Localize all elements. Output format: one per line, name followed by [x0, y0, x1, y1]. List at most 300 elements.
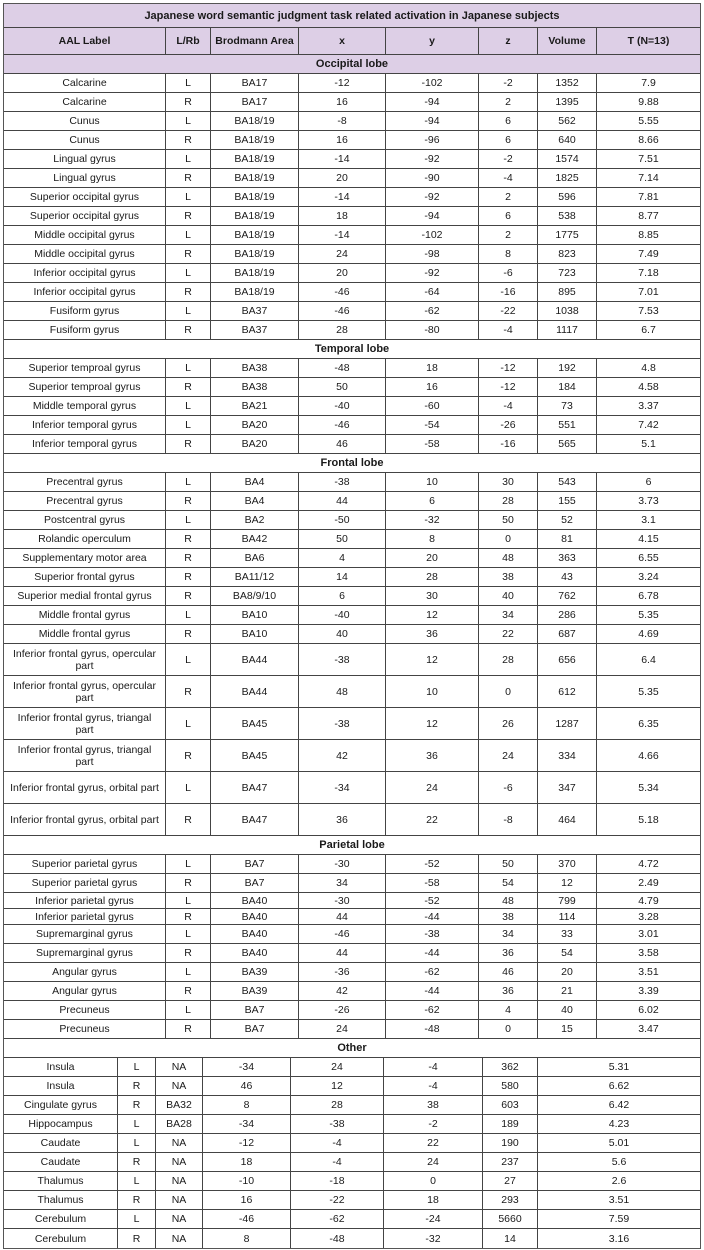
cell-y: -94: [386, 112, 479, 130]
cell-x: -46: [299, 302, 386, 320]
cell-x: 16: [299, 131, 386, 149]
cell-y: -52: [386, 855, 479, 873]
cell-brodmann-area: BA18/19: [211, 169, 299, 187]
cell-t-value: 3.51: [608, 1194, 630, 1206]
cell-hemisphere: R: [118, 1077, 156, 1095]
cell-z: 26: [479, 708, 538, 739]
cell-y: -102: [386, 226, 479, 244]
cell-brodmann-area: BA47: [211, 804, 299, 835]
cell-volume: 1825: [538, 169, 597, 187]
cell-t-value: 7.01: [638, 286, 659, 298]
table-row: [4, 150, 700, 169]
cell-aal-label: Superior medial frontal gyrus: [4, 587, 166, 605]
cell-t-value: 5.34: [638, 781, 659, 794]
cell-hemisphere: L: [166, 473, 211, 491]
cell-z: 0: [479, 530, 538, 548]
cell-z: -26: [479, 416, 538, 434]
cell-t-value: 7.18: [638, 267, 659, 279]
cell-aal-label: Superior temproal gyrus: [4, 359, 166, 377]
cell-brodmann-area: BA28: [156, 1115, 203, 1133]
cell-x: -30: [299, 855, 386, 873]
table-row: [4, 708, 700, 740]
cell-aal-label: Inferior frontal gyrus, opercular part: [4, 644, 166, 675]
cell-volume: 155: [538, 492, 597, 510]
cell-volume: 190: [483, 1134, 538, 1152]
cell-volume: 762: [538, 587, 597, 605]
section-header-row: [4, 836, 700, 855]
cell-volume: 612: [538, 676, 597, 707]
cell-brodmann-area: BA47: [211, 772, 299, 803]
cell-brodmann-area: BA17: [211, 93, 299, 111]
cell-z: 0: [479, 676, 538, 707]
cell-y: -22: [291, 1191, 384, 1209]
cell-brodmann-area: BA44: [211, 644, 299, 675]
cell-t-value: 2.49: [638, 877, 659, 889]
cell-volume: 799: [538, 893, 597, 908]
cell-x: 28: [299, 321, 386, 339]
cell-brodmann-area: BA40: [211, 925, 299, 943]
cell-t-value: 2.6: [611, 1175, 627, 1187]
cell-brodmann-area: BA7: [211, 1020, 299, 1038]
cell-y: 24: [291, 1058, 384, 1076]
cell-aal-label: Inferior parietal gyrus: [4, 909, 166, 924]
cell-y: -62: [386, 302, 479, 320]
cell-volume: 20: [538, 963, 597, 981]
table-row: [4, 549, 700, 568]
cell-volume: 1775: [538, 226, 597, 244]
cell-brodmann-area: BA21: [211, 397, 299, 415]
cell-z: 28: [479, 492, 538, 510]
cell-x: 34: [299, 874, 386, 892]
cell-brodmann-area: BA38: [211, 378, 299, 396]
cell-volume: 565: [538, 435, 597, 453]
cell-t-value: 7.49: [638, 248, 659, 260]
cell-hemisphere: L: [166, 708, 211, 739]
cell-hemisphere: R: [166, 1020, 211, 1038]
cell-t-value: 3.51: [638, 966, 659, 978]
cell-hemisphere: L: [118, 1210, 156, 1228]
cell-aal-label: Thalumus: [4, 1172, 118, 1190]
cell-hemisphere: L: [118, 1134, 156, 1152]
cell-y: -48: [386, 1020, 479, 1038]
cell-brodmann-area: BA44: [211, 676, 299, 707]
table-row: [4, 772, 700, 804]
cell-y: 36: [386, 740, 479, 771]
cell-t-value: 3.28: [638, 910, 659, 923]
cell-z: -8: [479, 804, 538, 835]
cell-brodmann-area: BA2: [211, 511, 299, 529]
cell-aal-label: Inferior frontal gyrus, orbital part: [4, 772, 166, 803]
table-row: [4, 188, 700, 207]
section-header-row: [4, 1039, 700, 1058]
cell-z: -32: [384, 1229, 483, 1248]
cell-t-value: 7.53: [638, 305, 659, 317]
cell-y: -18: [291, 1172, 384, 1190]
cell-x: 40: [299, 625, 386, 643]
cell-hemisphere: R: [166, 435, 211, 453]
cell-x: -14: [299, 150, 386, 168]
cell-volume: 640: [538, 131, 597, 149]
cell-t-value: 5.18: [638, 813, 659, 826]
cell-t-value: 7.9: [641, 77, 656, 89]
cell-aal-label: Inferior parietal gyrus: [4, 893, 166, 908]
cell-x: -14: [299, 188, 386, 206]
cell-aal-label: Cingulate gyrus: [4, 1096, 118, 1114]
cell-aal-label: Fusiform gyrus: [4, 321, 166, 339]
cell-t-value: 3.58: [638, 947, 659, 959]
cell-brodmann-area: BA18/19: [211, 112, 299, 130]
cell-hemisphere: R: [166, 982, 211, 1000]
cell-x: -36: [299, 963, 386, 981]
cell-aal-label: Inferior frontal gyrus, triangal part: [4, 708, 166, 739]
cell-x: -50: [299, 511, 386, 529]
cell-z: 4: [479, 1001, 538, 1019]
cell-x: 20: [299, 169, 386, 187]
cell-y: -48: [291, 1229, 384, 1248]
cell-brodmann-area: NA: [156, 1058, 203, 1076]
cell-hemisphere: R: [166, 944, 211, 962]
cell-hemisphere: R: [118, 1191, 156, 1209]
cell-hemisphere: R: [166, 131, 211, 149]
cell-hemisphere: R: [166, 245, 211, 263]
cell-aal-label: Supremarginal gyrus: [4, 925, 166, 943]
cell-brodmann-area: BA18/19: [211, 245, 299, 263]
cell-volume: 363: [538, 549, 597, 567]
cell-aal-label: Inferior frontal gyrus, opercular part: [4, 676, 166, 707]
cell-y: -92: [386, 188, 479, 206]
cell-volume: 1038: [538, 302, 597, 320]
cell-brodmann-area: BA40: [211, 893, 299, 908]
cell-volume: 551: [538, 416, 597, 434]
cell-t-value: 3.73: [638, 495, 659, 507]
cell-z: -2: [479, 150, 538, 168]
cell-z: -4: [479, 397, 538, 415]
cell-t-value: 6: [645, 476, 652, 488]
cell-hemisphere: R: [118, 1096, 156, 1114]
cell-z: -2: [384, 1115, 483, 1133]
table-row: [4, 1058, 700, 1077]
cell-y: -4: [291, 1153, 384, 1171]
cell-z: -16: [479, 435, 538, 453]
cell-x: -40: [299, 606, 386, 624]
cell-aal-label: Fusiform gyrus: [4, 302, 166, 320]
cell-hemisphere: L: [166, 644, 211, 675]
cell-hemisphere: R: [166, 909, 211, 924]
cell-x: 46: [299, 435, 386, 453]
cell-brodmann-area: BA18/19: [211, 150, 299, 168]
cell-hemisphere: L: [166, 855, 211, 873]
cell-brodmann-area: BA42: [211, 530, 299, 548]
cell-z: 50: [479, 855, 538, 873]
cell-aal-label: Lingual gyrus: [4, 150, 166, 168]
cell-x: 42: [299, 982, 386, 1000]
cell-y: -52: [386, 893, 479, 908]
table-row: [4, 1172, 700, 1191]
cell-hemisphere: L: [166, 963, 211, 981]
table-row: [4, 74, 700, 93]
table-row: [4, 625, 700, 644]
cell-x: 14: [299, 568, 386, 586]
cell-x: -14: [299, 226, 386, 244]
cell-y: -62: [386, 1001, 479, 1019]
cell-hemisphere: R: [166, 568, 211, 586]
cell-volume: 596: [538, 188, 597, 206]
cell-t-value: 6.35: [638, 717, 659, 730]
cell-t-value: 3.16: [608, 1232, 630, 1245]
cell-y: -38: [386, 925, 479, 943]
cell-y: 10: [386, 473, 479, 491]
cell-volume: 347: [538, 772, 597, 803]
cell-y: 20: [386, 549, 479, 567]
cell-hemisphere: R: [118, 1229, 156, 1248]
cell-z: 30: [479, 473, 538, 491]
header-brodmann-area: Brodmann Area: [211, 28, 299, 54]
cell-aal-label: Calcarine: [4, 93, 166, 111]
cell-volume: 1287: [538, 708, 597, 739]
cell-hemisphere: L: [166, 226, 211, 244]
cell-hemisphere: L: [166, 359, 211, 377]
cell-aal-label: Precuneus: [4, 1001, 166, 1019]
cell-volume: 52: [538, 511, 597, 529]
cell-brodmann-area: BA39: [211, 963, 299, 981]
cell-volume: 293: [483, 1191, 538, 1209]
cell-z: 22: [479, 625, 538, 643]
cell-z: 36: [479, 944, 538, 962]
cell-y: -92: [386, 150, 479, 168]
table-title-row: [4, 4, 700, 28]
cell-t-value: 5.35: [638, 609, 659, 621]
header-volume: Volume: [538, 28, 597, 54]
cell-aal-label: Cerebulum: [4, 1229, 118, 1248]
table-row: [4, 676, 700, 708]
cell-volume: 184: [538, 378, 597, 396]
cell-z: 40: [479, 587, 538, 605]
cell-aal-label: Middle temporal gyrus: [4, 397, 166, 415]
cell-x: 42: [299, 740, 386, 771]
table-row: [4, 1077, 700, 1096]
cell-z: 48: [479, 893, 538, 908]
cell-z: 38: [479, 568, 538, 586]
cell-volume: 43: [538, 568, 597, 586]
cell-volume: 21: [538, 982, 597, 1000]
cell-brodmann-area: BA7: [211, 1001, 299, 1019]
cell-x: 20: [299, 264, 386, 282]
cell-t-value: 6.55: [638, 552, 659, 564]
cell-t-value: 4.72: [638, 858, 659, 870]
cell-y: -58: [386, 435, 479, 453]
cell-y: -58: [386, 874, 479, 892]
cell-t-value: 7.42: [638, 419, 659, 431]
table-row: [4, 1210, 700, 1229]
cell-hemisphere: R: [166, 169, 211, 187]
cell-volume: 189: [483, 1115, 538, 1133]
cell-z: -6: [479, 772, 538, 803]
column-header-row: [4, 28, 700, 55]
table-row: [4, 606, 700, 625]
cell-volume: 286: [538, 606, 597, 624]
cell-hemisphere: L: [166, 893, 211, 908]
cell-aal-label: Angular gyrus: [4, 963, 166, 981]
cell-hemisphere: L: [166, 606, 211, 624]
activation-table: [3, 3, 701, 1249]
cell-y: 18: [386, 359, 479, 377]
cell-hemisphere: L: [166, 302, 211, 320]
table-row: [4, 925, 700, 944]
cell-volume: 370: [538, 855, 597, 873]
cell-x: -40: [299, 397, 386, 415]
table-row: [4, 169, 700, 188]
cell-volume: 603: [483, 1096, 538, 1114]
cell-hemisphere: L: [166, 188, 211, 206]
cell-z: 24: [479, 740, 538, 771]
section-title: Other: [337, 1042, 367, 1054]
cell-hemisphere: R: [166, 549, 211, 567]
cell-hemisphere: L: [118, 1115, 156, 1133]
cell-y: -60: [386, 397, 479, 415]
cell-brodmann-area: BA45: [211, 740, 299, 771]
cell-x: 8: [203, 1096, 291, 1114]
cell-t-value: 4.66: [638, 749, 659, 762]
cell-aal-label: Superior parietal gyrus: [4, 855, 166, 873]
cell-y: 22: [386, 804, 479, 835]
cell-brodmann-area: NA: [156, 1153, 203, 1171]
cell-aal-label: Caudate: [4, 1153, 118, 1171]
cell-brodmann-area: NA: [156, 1134, 203, 1152]
cell-volume: 40: [538, 1001, 597, 1019]
cell-hemisphere: R: [166, 676, 211, 707]
cell-y: -102: [386, 74, 479, 92]
table-row: [4, 359, 700, 378]
table-row: [4, 245, 700, 264]
cell-z: 22: [384, 1134, 483, 1152]
cell-volume: 334: [538, 740, 597, 771]
cell-z: -24: [384, 1210, 483, 1228]
cell-t-value: 5.01: [608, 1137, 630, 1149]
header-t-value: T (N=13): [627, 35, 670, 47]
cell-t-value: 3.39: [638, 985, 659, 997]
cell-hemisphere: R: [166, 804, 211, 835]
cell-hemisphere: L: [166, 264, 211, 282]
cell-y: 28: [291, 1096, 384, 1114]
cell-x: -34: [203, 1115, 291, 1133]
cell-hemisphere: R: [166, 207, 211, 225]
cell-hemisphere: L: [166, 150, 211, 168]
cell-y: 12: [386, 708, 479, 739]
cell-volume: 192: [538, 359, 597, 377]
cell-y: -92: [386, 264, 479, 282]
cell-y: -44: [386, 982, 479, 1000]
cell-x: 48: [299, 676, 386, 707]
section-title: Parietal lobe: [319, 839, 385, 851]
cell-t-value: 5.6: [611, 1156, 627, 1168]
cell-brodmann-area: BA11/12: [211, 568, 299, 586]
cell-volume: 27: [483, 1172, 538, 1190]
cell-z: 38: [384, 1096, 483, 1114]
cell-t-value: 4.58: [638, 381, 659, 393]
cell-aal-label: Inferior frontal gyrus, orbital part: [4, 804, 166, 835]
cell-t-value: 4.8: [641, 362, 656, 374]
cell-y: 12: [291, 1077, 384, 1095]
cell-t-value: 5.55: [638, 115, 659, 127]
cell-z: -4: [384, 1058, 483, 1076]
cell-y: 16: [386, 378, 479, 396]
table-title: Japanese word semantic judgment task related activation in Japanese subjects: [144, 9, 560, 22]
cell-z: 2: [479, 188, 538, 206]
cell-y: -98: [386, 245, 479, 263]
cell-brodmann-area: BA37: [211, 321, 299, 339]
cell-y: -64: [386, 283, 479, 301]
cell-t-value: 7.14: [638, 172, 659, 184]
cell-aal-label: Angular gyrus: [4, 982, 166, 1000]
cell-t-value: 6.7: [641, 324, 656, 336]
cell-z: -4: [384, 1077, 483, 1095]
table-row: [4, 587, 700, 606]
table-row: [4, 435, 700, 454]
cell-x: 36: [299, 804, 386, 835]
cell-x: -10: [203, 1172, 291, 1190]
cell-z: 24: [384, 1153, 483, 1171]
cell-y: 8: [386, 530, 479, 548]
cell-aal-label: Precuneus: [4, 1020, 166, 1038]
table-row: [4, 1115, 700, 1134]
cell-brodmann-area: BA7: [211, 874, 299, 892]
cell-volume: 114: [538, 909, 597, 924]
cell-x: 18: [203, 1153, 291, 1171]
cell-x: -38: [299, 473, 386, 491]
cell-aal-label: Calcarine: [4, 74, 166, 92]
cell-t-value: 8.77: [638, 210, 659, 222]
cell-brodmann-area: BA40: [211, 909, 299, 924]
cell-y: -44: [386, 944, 479, 962]
cell-z: 36: [479, 982, 538, 1000]
cell-x: 44: [299, 944, 386, 962]
cell-z: 34: [479, 925, 538, 943]
table-body: [4, 55, 700, 1248]
section-header-row: [4, 454, 700, 473]
table-row: [4, 1229, 700, 1248]
cell-t-value: 7.51: [638, 153, 659, 165]
cell-volume: 687: [538, 625, 597, 643]
cell-brodmann-area: NA: [156, 1077, 203, 1095]
table-row: [4, 893, 700, 909]
cell-volume: 543: [538, 473, 597, 491]
cell-t-value: 8.66: [638, 134, 659, 146]
cell-t-value: 6.62: [608, 1080, 630, 1092]
cell-t-value: 4.79: [638, 894, 659, 907]
cell-volume: 538: [538, 207, 597, 225]
cell-y: 28: [386, 568, 479, 586]
cell-z: 6: [479, 207, 538, 225]
cell-hemisphere: R: [166, 321, 211, 339]
cell-z: 38: [479, 909, 538, 924]
table-row: [4, 492, 700, 511]
cell-z: 18: [384, 1191, 483, 1209]
cell-aal-label: Cunus: [4, 131, 166, 149]
table-row: [4, 982, 700, 1001]
cell-aal-label: Thalumus: [4, 1191, 118, 1209]
cell-x: -30: [299, 893, 386, 908]
cell-volume: 12: [538, 874, 597, 892]
cell-aal-label: Caudate: [4, 1134, 118, 1152]
header-lr: L/Rb: [166, 28, 211, 54]
cell-y: -80: [386, 321, 479, 339]
cell-hemisphere: L: [166, 511, 211, 529]
cell-volume: 464: [538, 804, 597, 835]
cell-x: -46: [203, 1210, 291, 1228]
section-title: Temporal lobe: [314, 343, 390, 355]
cell-z: 0: [384, 1172, 483, 1190]
cell-y: 30: [386, 587, 479, 605]
